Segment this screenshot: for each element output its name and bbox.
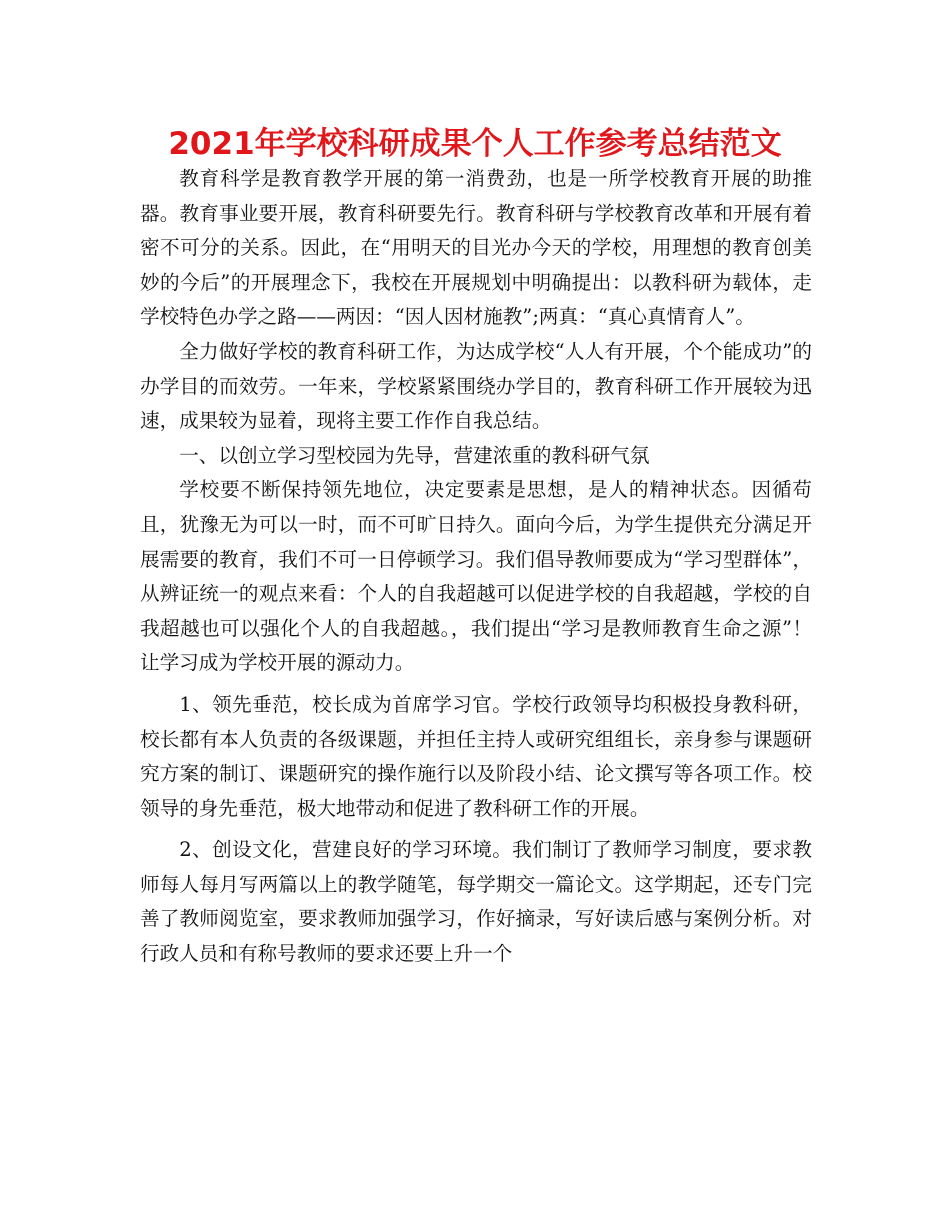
body-paragraph-5: 2、创设文化，营建良好的学习环境。我们制订了教师学习制度，要求教师每人每月写两篇以上的教学随笔，每学期交一篇论文。这学期起，还专门完善了教师阅览室，要求教师加强学习，作好摘录，写好读后感与案例分析。对行政人员和有称号教师的要求还要上升一个 <box>140 838 812 966</box>
body-paragraph-3: 学校要不断保持领先地位，决定要素是思想，是人的精神状态。因循苟且，犹豫无为可以一时，而不可旷日持久。面向今后，为学生提供充分满足开展需要的教育，我们不可一日停顿学习。我们倡导教师要成为“学习型群体”，从辨证统一的观点来看：个人的自我超越可以促进学校的自我超越，学校的自我超越也可以强化个人的自我超越。，我们提出“学习是教师教育生命之源”！让学习成为学校开展的源动力。 <box>140 478 812 675</box>
section-heading-1: 一、以创立学习型校园为先导，营建浓重的教科研气氛 <box>179 443 650 467</box>
body-paragraph-1: 教育科学是教育教学开展的第一消费劲，也是一所学校教育开展的助推器。教育事业要开展，教育科研要先行。教育科研与学校教育改革和开展有着密不可分的关系。因此，在“用明天的目光办今天的学校，用理想的教育创美妙的今后”的开展理念下，我校在开展规划中明确提出：以教科研为载体，走学校特色办学之路——两因：“因人因材施教”;两真：“真心真情育人”。 <box>140 167 812 329</box>
document-body <box>140 162 812 972</box>
body-paragraph-4: 1、领先垂范，校长成为首席学习官。学校行政领导均积极投身教科研，校长都有本人负责的各级课题，并担任主持人或研究组组长，亲身参与课题研究方案的制订、课题研究的操作施行以及阶段小结、论文撰写等各项工作。校领导的身先垂范，极大地带动和促进了教科研工作的开展。 <box>140 692 812 820</box>
document-title: 2021年学校科研成果个人工作参考总结范文 <box>168 126 782 162</box>
body-paragraph-2: 全力做好学校的教育科研工作，为达成学校“人人有开展，个个能成功”的办学目的而效劳。一年来，学校紧紧围绕办学目的，教育科研工作开展较为迅速，成果较为显着，现将主要工作作自我总结。 <box>140 339 812 433</box>
